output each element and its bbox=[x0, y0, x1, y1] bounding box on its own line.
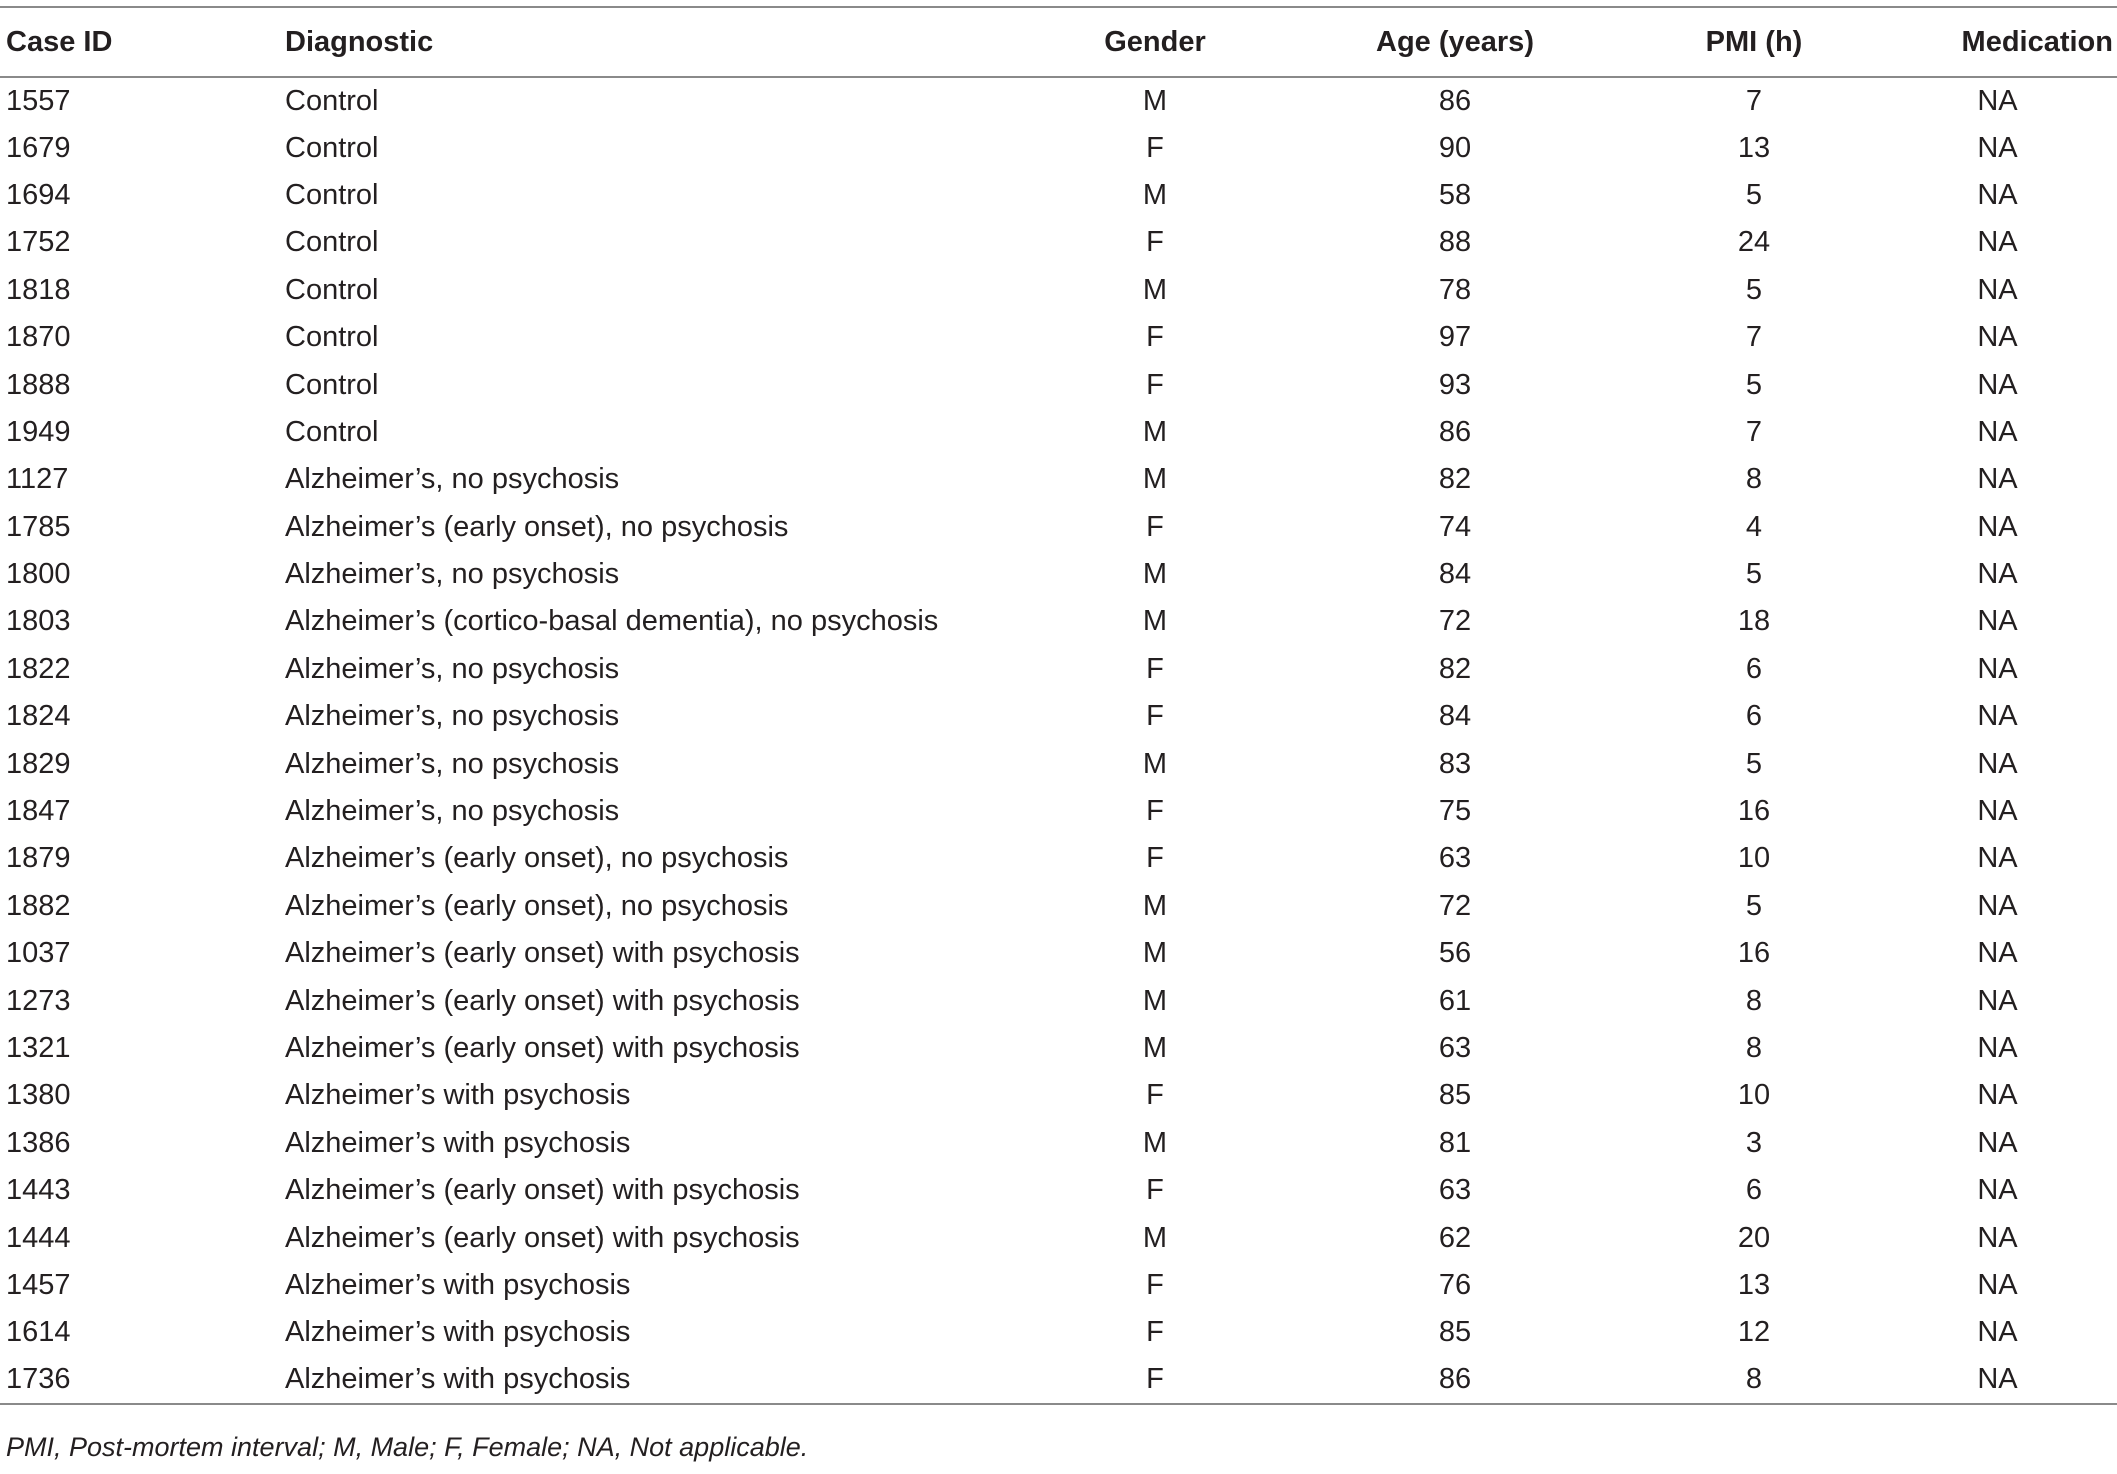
cell-gender: F bbox=[1146, 368, 1164, 401]
cell-age: 76 bbox=[1438, 1268, 1472, 1301]
cell-pmi: 6 bbox=[1745, 652, 1763, 685]
cell-gender: F bbox=[1146, 1268, 1164, 1301]
cell-medication: NA bbox=[1977, 1032, 2018, 1064]
table-row bbox=[0, 646, 2117, 693]
cell-gender: M bbox=[1142, 84, 1168, 117]
cell-pmi: 10 bbox=[1737, 1079, 1771, 1112]
cell-diagnostic: Alzheimer’s with psychosis bbox=[285, 1126, 631, 1159]
cell-case-id: 1818 bbox=[6, 273, 71, 306]
cell-medication: NA bbox=[1977, 1268, 2018, 1301]
cell-medication: NA bbox=[1977, 558, 2018, 591]
cell-case-id: 1273 bbox=[6, 984, 71, 1017]
cell-gender: F bbox=[1146, 131, 1164, 164]
cell-diagnostic: Control bbox=[285, 273, 379, 306]
table-row bbox=[0, 504, 2117, 551]
header-case-id: Case ID bbox=[0, 7, 285, 77]
cell-diagnostic: Alzheimer’s (early onset) with psychosis bbox=[285, 1032, 800, 1064]
cell-age: 82 bbox=[1438, 652, 1472, 685]
cell-case-id: 1457 bbox=[6, 1268, 71, 1301]
cell-medication: NA bbox=[1977, 273, 2018, 306]
cell-pmi: 8 bbox=[1745, 463, 1763, 496]
table-row bbox=[0, 172, 2117, 219]
cell-diagnostic: Alzheimer’s, no psychosis bbox=[285, 558, 620, 591]
table-body bbox=[0, 77, 2117, 1404]
cell-case-id: 1443 bbox=[6, 1174, 71, 1207]
cell-medication: NA bbox=[1977, 747, 2018, 780]
table-row bbox=[0, 1025, 2117, 1072]
cell-gender: F bbox=[1030, 1357, 1280, 1404]
cell-age: 83 bbox=[1438, 747, 1472, 780]
cell-pmi: 5 bbox=[1745, 368, 1763, 401]
cell-case-id: 1380 bbox=[6, 1079, 71, 1112]
cell-diagnostic: Alzheimer’s, no psychosis bbox=[285, 652, 620, 685]
cell-pmi: 7 bbox=[1745, 84, 1763, 117]
cell-pmi: 13 bbox=[1737, 1268, 1771, 1301]
cell-medication: NA bbox=[1977, 84, 2018, 117]
cell-pmi: 3 bbox=[1745, 1126, 1763, 1159]
cell-medication: NA bbox=[1977, 415, 2018, 448]
cell-gender: M bbox=[1142, 463, 1168, 496]
table-row bbox=[0, 1072, 2117, 1119]
header-gender: Gender bbox=[1030, 7, 1280, 77]
cell-medication: NA bbox=[1977, 1079, 2018, 1112]
cell-diagnostic: Control bbox=[285, 226, 379, 259]
cell-pmi: 8 bbox=[1630, 1357, 1878, 1404]
cell-pmi: 8 bbox=[1745, 1032, 1763, 1064]
cell-case-id: 1949 bbox=[6, 415, 71, 448]
cell-diagnostic: Alzheimer’s with psychosis bbox=[285, 1316, 631, 1349]
table-row bbox=[0, 977, 2117, 1024]
header-row bbox=[0, 7, 2117, 77]
table-row bbox=[0, 1167, 2117, 1214]
cell-pmi: 10 bbox=[1737, 842, 1771, 875]
cell-medication: NA bbox=[1977, 652, 2018, 685]
cell-case-id: 1127 bbox=[6, 463, 69, 496]
cell-gender: F bbox=[1146, 321, 1164, 354]
cell-case-id: 1822 bbox=[6, 652, 71, 685]
cell-gender: M bbox=[1142, 273, 1168, 306]
cell-pmi: 5 bbox=[1745, 889, 1763, 922]
cell-pmi: 7 bbox=[1745, 321, 1763, 354]
cell-pmi: 16 bbox=[1737, 795, 1771, 828]
cell-diagnostic: Alzheimer’s (early onset), no psychosis bbox=[285, 842, 789, 875]
cell-diagnostic: Alzheimer’s with psychosis bbox=[285, 1268, 631, 1301]
cell-diagnostic: Alzheimer’s (early onset) with psychosis bbox=[285, 937, 800, 970]
cell-case-id: 1557 bbox=[6, 84, 71, 117]
cell-age: 72 bbox=[1438, 605, 1472, 638]
cell-diagnostic: Alzheimer’s (early onset) with psychosis bbox=[285, 984, 800, 1017]
cell-case-id: 1847 bbox=[6, 795, 71, 828]
cell-case-id: 1614 bbox=[6, 1316, 71, 1349]
cell-gender: F bbox=[1146, 1316, 1164, 1349]
cell-pmi: 4 bbox=[1745, 510, 1763, 543]
cell-diagnostic: Alzheimer’s (early onset) with psychosis bbox=[285, 1174, 800, 1207]
cell-case-id: 1752 bbox=[6, 226, 71, 259]
table-row bbox=[0, 930, 2117, 977]
cell-case-id: 1870 bbox=[6, 321, 71, 354]
table-row bbox=[0, 124, 2117, 171]
cell-case-id: 1386 bbox=[6, 1126, 71, 1159]
cell-diagnostic: Alzheimer’s with psychosis bbox=[285, 1357, 1030, 1404]
cell-pmi: 24 bbox=[1737, 226, 1771, 259]
table-row bbox=[0, 456, 2117, 503]
cell-pmi: 5 bbox=[1745, 273, 1763, 306]
table-row bbox=[0, 883, 2117, 930]
cell-pmi: 6 bbox=[1745, 700, 1763, 733]
cell-gender: F bbox=[1146, 842, 1164, 875]
cell-pmi: 7 bbox=[1745, 415, 1763, 448]
cell-gender: F bbox=[1146, 795, 1164, 828]
cell-age: 81 bbox=[1438, 1126, 1472, 1159]
cell-medication: NA bbox=[1977, 842, 2018, 875]
case-table-container bbox=[0, 6, 2117, 1405]
cell-pmi: 6 bbox=[1745, 1174, 1763, 1207]
cell-medication: NA bbox=[1977, 321, 2018, 354]
cell-age: 63 bbox=[1438, 1032, 1472, 1064]
cell-case-id: 1803 bbox=[6, 605, 71, 638]
cell-case-id: 1444 bbox=[6, 1221, 71, 1254]
cell-age: 93 bbox=[1438, 368, 1472, 401]
cell-medication: NA bbox=[1878, 1357, 2117, 1404]
cell-case-id: 1037 bbox=[6, 937, 71, 970]
cell-gender: F bbox=[1146, 652, 1164, 685]
table-row bbox=[0, 693, 2117, 740]
table-row bbox=[0, 267, 2117, 314]
table-row bbox=[0, 598, 2117, 645]
cell-diagnostic: Control bbox=[285, 415, 379, 448]
cell-case-id: 1321 bbox=[6, 1032, 71, 1064]
cell-diagnostic: Alzheimer’s (early onset), no psychosis bbox=[285, 889, 789, 922]
cell-case-id: 1785 bbox=[6, 510, 71, 543]
cell-pmi: 18 bbox=[1737, 605, 1771, 638]
cell-gender: M bbox=[1142, 605, 1168, 638]
cell-case-id: 1824 bbox=[6, 700, 71, 733]
cell-medication: NA bbox=[1977, 178, 2018, 211]
table-row bbox=[0, 409, 2117, 456]
table-row bbox=[0, 1214, 2117, 1261]
cell-age: 85 bbox=[1438, 1079, 1472, 1112]
cell-age: 58 bbox=[1438, 178, 1472, 211]
cell-diagnostic: Control bbox=[285, 368, 379, 401]
cell-age: 86 bbox=[1438, 415, 1472, 448]
cell-diagnostic: Alzheimer’s (early onset), no psychosis bbox=[285, 510, 789, 543]
cell-diagnostic: Alzheimer’s, no psychosis bbox=[285, 700, 620, 733]
cell-medication: NA bbox=[1977, 131, 2018, 164]
cell-medication: NA bbox=[1977, 700, 2018, 733]
cell-age: 74 bbox=[1438, 510, 1472, 543]
cell-medication: NA bbox=[1977, 463, 2018, 496]
cell-gender: F bbox=[1146, 1079, 1164, 1112]
cell-case-id: 1679 bbox=[6, 131, 71, 164]
cell-medication: NA bbox=[1977, 1126, 2018, 1159]
cell-gender: M bbox=[1142, 889, 1168, 922]
cell-age: 86 bbox=[1280, 1357, 1630, 1404]
cell-pmi: 13 bbox=[1737, 131, 1771, 164]
cell-case-id: 1829 bbox=[6, 747, 71, 780]
cell-age: 85 bbox=[1438, 1316, 1472, 1349]
cell-gender: M bbox=[1142, 747, 1168, 780]
cell-diagnostic: Alzheimer’s (cortico-basal dementia), no psychosis bbox=[285, 605, 939, 638]
table-row bbox=[0, 740, 2117, 787]
cell-age: 56 bbox=[1438, 937, 1472, 970]
header-pmi: PMI (h) bbox=[1630, 7, 1878, 77]
case-table bbox=[0, 6, 2117, 1405]
cell-age: 63 bbox=[1438, 842, 1472, 875]
table-row bbox=[0, 1309, 2117, 1356]
cell-diagnostic: Alzheimer’s, no psychosis bbox=[285, 463, 620, 496]
table-header bbox=[0, 7, 2117, 77]
cell-medication: NA bbox=[1977, 226, 2018, 259]
cell-pmi: 5 bbox=[1745, 747, 1763, 780]
cell-diagnostic: Alzheimer’s with psychosis bbox=[285, 1079, 631, 1112]
cell-medication: NA bbox=[1977, 937, 2018, 970]
cell-medication: NA bbox=[1977, 984, 2018, 1017]
cell-gender: F bbox=[1146, 510, 1164, 543]
cell-case-id: 1882 bbox=[6, 889, 71, 922]
header-medication: Medication bbox=[1878, 7, 2117, 77]
header-age: Age (years) bbox=[1280, 7, 1630, 77]
cell-gender: F bbox=[1146, 1174, 1164, 1207]
cell-pmi: 5 bbox=[1745, 178, 1763, 211]
table-row bbox=[0, 314, 2117, 361]
table-row bbox=[0, 361, 2117, 408]
cell-age: 61 bbox=[1438, 984, 1472, 1017]
cell-diagnostic: Control bbox=[285, 131, 379, 164]
header-diagnostic: Diagnostic bbox=[285, 7, 1030, 77]
cell-diagnostic: Control bbox=[285, 84, 379, 117]
cell-age: 82 bbox=[1438, 463, 1472, 496]
cell-medication: NA bbox=[1977, 1316, 2018, 1349]
cell-case-id: 1879 bbox=[6, 842, 71, 875]
cell-gender: M bbox=[1142, 415, 1168, 448]
table-row bbox=[0, 219, 2117, 266]
cell-medication: NA bbox=[1977, 605, 2018, 638]
cell-age: 97 bbox=[1438, 321, 1472, 354]
cell-case-id: 1694 bbox=[6, 178, 71, 211]
cell-age: 84 bbox=[1438, 558, 1472, 591]
cell-gender: F bbox=[1146, 700, 1164, 733]
cell-age: 63 bbox=[1438, 1174, 1472, 1207]
table-row bbox=[0, 77, 2117, 124]
cell-case-id: 1888 bbox=[6, 368, 71, 401]
cell-diagnostic: Alzheimer’s, no psychosis bbox=[285, 795, 620, 828]
cell-medication: NA bbox=[1977, 1221, 2018, 1254]
cell-age: 90 bbox=[1438, 131, 1472, 164]
cell-age: 72 bbox=[1438, 889, 1472, 922]
cell-medication: NA bbox=[1977, 368, 2018, 401]
cell-medication: NA bbox=[1977, 795, 2018, 828]
cell-gender: M bbox=[1142, 984, 1168, 1017]
cell-case-id: 1736 bbox=[0, 1357, 285, 1404]
cell-gender: M bbox=[1142, 1126, 1168, 1159]
table-footnote: PMI, Post-mortem interval; M, Male; F, Female; NA, Not applicable. bbox=[6, 1432, 809, 1462]
table-row bbox=[0, 1262, 2117, 1309]
cell-medication: NA bbox=[1977, 1174, 2018, 1207]
cell-diagnostic: Control bbox=[285, 178, 379, 211]
cell-age: 86 bbox=[1438, 84, 1472, 117]
table-row bbox=[0, 835, 2117, 882]
table-row bbox=[0, 1120, 2117, 1167]
table-row bbox=[0, 788, 2117, 835]
cell-pmi: 16 bbox=[1737, 937, 1771, 970]
cell-gender: M bbox=[1142, 1032, 1168, 1064]
cell-pmi: 20 bbox=[1737, 1221, 1771, 1254]
cell-age: 78 bbox=[1438, 273, 1472, 306]
cell-medication: NA bbox=[1977, 889, 2018, 922]
cell-age: 62 bbox=[1438, 1221, 1472, 1254]
cell-case-id: 1800 bbox=[6, 558, 71, 591]
cell-pmi: 5 bbox=[1745, 558, 1763, 591]
cell-pmi: 12 bbox=[1737, 1316, 1771, 1349]
cell-pmi: 8 bbox=[1745, 984, 1763, 1017]
cell-diagnostic: Alzheimer’s, no psychosis bbox=[285, 747, 620, 780]
cell-medication: NA bbox=[1977, 510, 2018, 543]
cell-age: 84 bbox=[1438, 700, 1472, 733]
cell-gender: M bbox=[1142, 937, 1168, 970]
cell-gender: M bbox=[1142, 558, 1168, 591]
cell-age: 88 bbox=[1438, 226, 1472, 259]
cell-age: 75 bbox=[1438, 795, 1472, 828]
cell-diagnostic: Control bbox=[285, 321, 379, 354]
cell-diagnostic: Alzheimer’s (early onset) with psychosis bbox=[285, 1221, 800, 1254]
table-row bbox=[0, 1357, 2117, 1404]
cell-gender: M bbox=[1142, 178, 1168, 211]
cell-gender: F bbox=[1146, 226, 1164, 259]
cell-gender: M bbox=[1142, 1221, 1168, 1254]
table-row bbox=[0, 551, 2117, 598]
